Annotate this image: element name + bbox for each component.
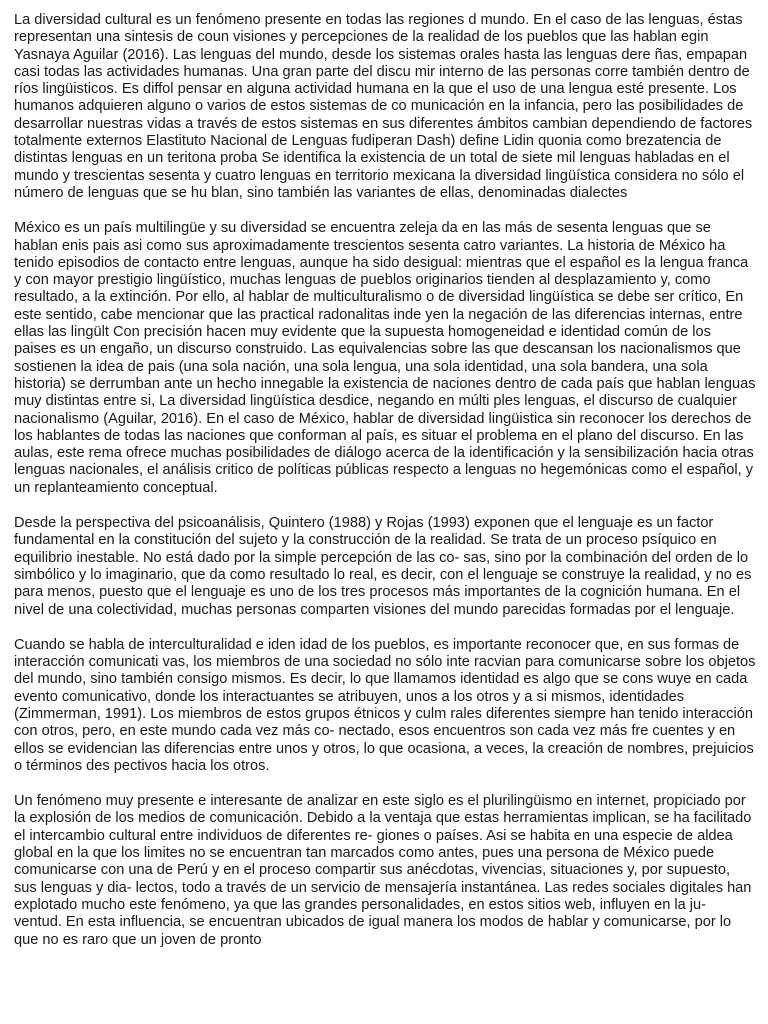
paragraph-internet-plurilingualism: Un fenómeno muy presente e interesante de analizar en este siglo es el plurilingüismo en internet, propiciado por la explosión de los medios de comunicación. Debido a la ventaja que estas herramientas implican, se ha facilitado el intercambio cultural entre individuos de diferentes re- giones o países. Asi se habita en una especie de aldea global en la que los limites no se encuentran tan marcados como antes, pues una persona de México puede comunicarse con una de Perú y en el proceso compartir sus anécdotas, vivencias, situaciones y, por supuesto, sus lenguas y dia- lectos, todo a través de un servicio de mensajería instantánea. Las redes sociales digitales han explotado mucho este fenómeno, ya que las grandes personalidades, en estos sitios web, influyen en la ju- ventud. En esta influencia, se encuentran ubicados de igual manera los modos de hablar y comunicarse, por lo que no es raro que un joven de pronto [14,793,752,948]
paragraph-mexico-multilingual: México es un país multilingüe y su diversidad se encuentra zeleja da en las más de sesenta lenguas que se hablan enis pais asi como sus aproximadamente trescientos sesenta catro variantes. La historia de México ha tenido episodios de contacto entre lenguas, aunque ha sido desigual: mientras que el español es la lengua franca y con mayor prestigio lingüístico, muchas lenguas de pueblos originarios tienden al desplazamiento y, como resultado, a la extinción. Por ello, al hablar de multiculturalismo o de diversidad lingüística se debe ser crítico, En este sentido, cabe mencionar que las practical radonalitas inde yen la negación de las diferencias internas, entre ellas las lingült Con precisión hacen muy evidente que la supuesta homogeneidad e identidad común de los paises es un engaño, un discurso construido. Las equivalencias sobre las que descansan los nacionalismos que sostienen la idea de pais (una sola nación, una sola lengua, una sola identidad, una sola bandera, una sola historia) se derrumban ante un hecho innegable la existencia de naciones dentro de cada país que hablan lenguas muy distintas entre si, La diversidad lingüística desdice, negando en múlti ples lenguas, el discurso de cualquier nacionalismo (Aguilar, 2016). En el caso de México, hablar de diversidad lingüistica sin reconocer los derechos de los hablantes de todas las naciones que conforman al país, es situar el problema en el plano del discurso. En las aulas, este rema ofrece muchas posibilidades de diálogo acerca de la identificación y la sensibilización hacia otras lenguas nacionales, el análisis critico de políticas públicas respecto a lenguas no hegemónicas como el español, y un replanteamiento conceptual. [14,220,756,496]
paragraph-interculturality: Cuando se habla de interculturalidad e iden idad de los pueblos, es importante reconocer que, en sus formas de interacción comunicati vas, los miembros de una sociedad no sólo inte racvian para comunicarse sobre los objetos del mundo, sino también consigo mismos. Es decir, lo que llamamos identidad es algo que se cons wuye en cada evento comunicativo, donde los interactuantes se atribuyen, unos a los otros y a si mismos, identidades (Zimmerman, 1991). Los miembros de estos grupos étnicos y culm rales diferentes siempre han tenido interacción con otros, pero, en este mundo cada vez más co- nectado, esos encuentros son cada vez más fre cuentes y en ellos se evidencian las diferencias entre unos y otros, lo que ocasiona, a veces, la creación de nombres, prejuicios o términos des pectivos hacia los otros. [14,636,756,774]
paragraph-cultural-diversity: La diversidad cultural es un fenómeno presente en todas las regiones d mundo. En el caso de las lenguas, éstas representan una sintesis de coun visiones y percepciones de la realidad de los pueblos que las hablan egin Yasnaya Aguilar (2016). Las lenguas del mundo, desde los sistemas orales hasta las lenguas dere ñas, empapan casi todas las actividades humanas. Una gran parte del discu mir interno de las personas corre también dentro de ríos lingüisticos. Es diffol pensar en alguna actividad humana en la que el uso de una lengua esté presente. Los humanos adquieren alguno o varios de estos sistemas de co municación en la infancia, pero las posibilidades de desarrollar nuestras vidas a través de estos sistemas en sus diferentes ámbitos cambian dependiendo de factores totalmente externos Elastituto Nacional de Lenguas fudiperan Dash) define Lidin quonia como brezatencia de distintas lenguas en un teritona proba Se identifica la existencia de un total de siete mil lenguas habladas en el mundo y trescientas sesenta y cuatro lenguas en territorio mexicana la diversidad lingüística considera no sólo el número de lenguas que se hu blan, sino también las variantes de ellas, denominadas dialectes [14,12,753,201]
paragraph-psychoanalysis: Desde la perspectiva del psicoanálisis, Quintero (1988) y Rojas (1993) exponen que el lenguaje es un factor fundamental en la constitución del sujeto y la construcción de la realidad. Se trata de un proceso psíquico en equilibrio inestable. No está dado por la simple percepción de las co- sas, sino por la combinación del orden de lo simbólico y lo imaginario, que da como resultado lo real, es decir, con el lenguaje se construye la realidad, y no es para menos, puesto que el lenguaje es uno de los tres procesos más importantes de la cognición humana. En el nivel de una colectividad, muchas personas comparten visiones del mundo parecidas formadas por el lenguaje. [14,515,752,618]
